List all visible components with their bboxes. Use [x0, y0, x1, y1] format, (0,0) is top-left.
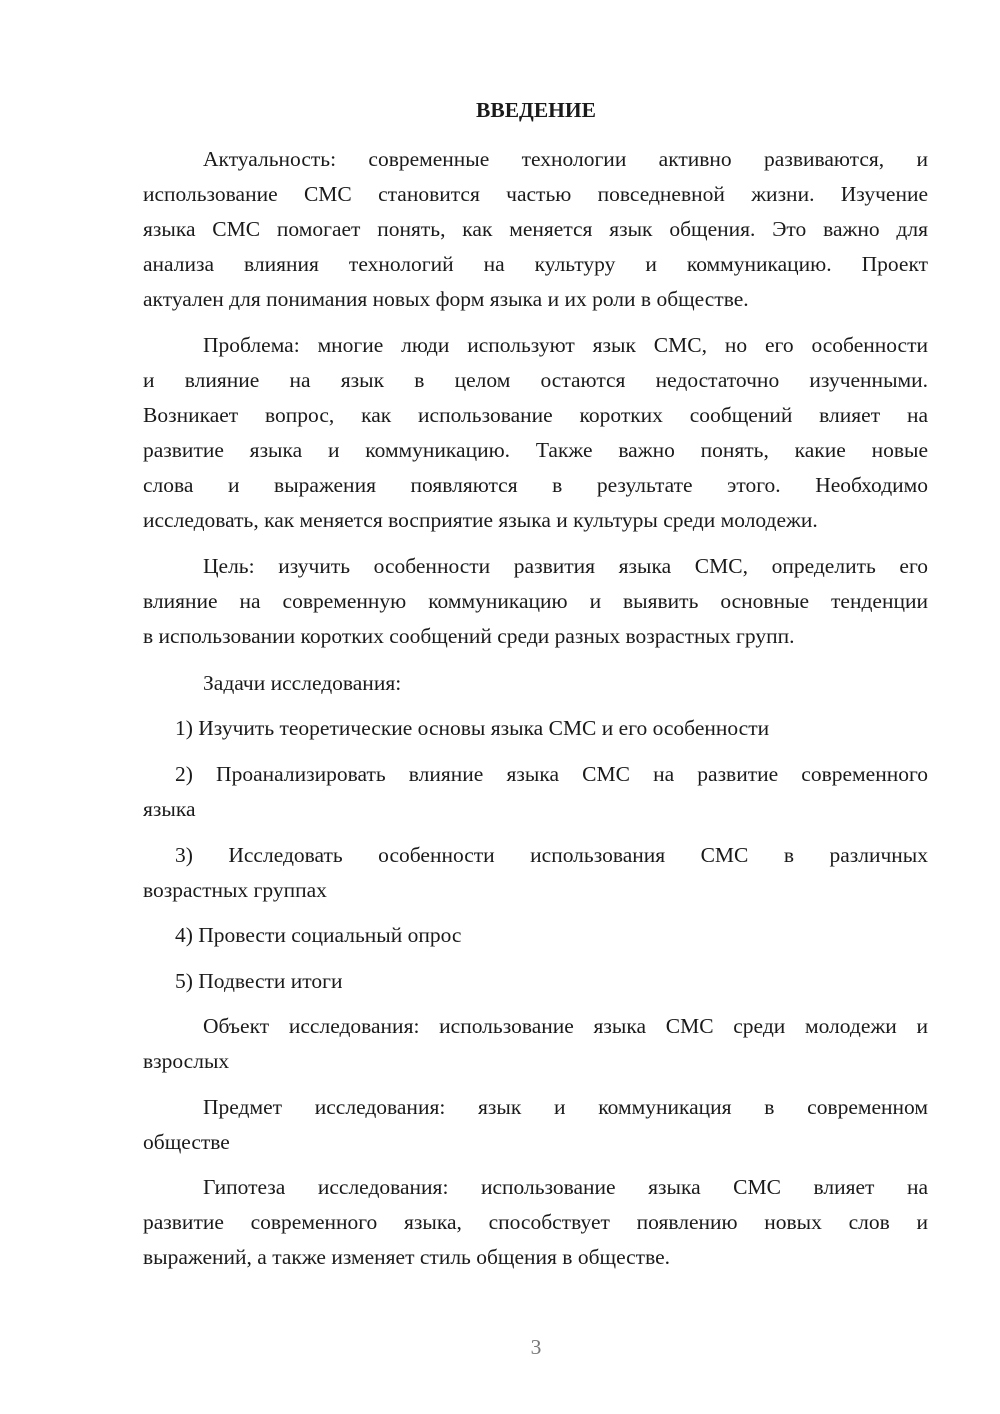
text-line: развитие современного языка, способствует появлению новых слов и [143, 1210, 928, 1234]
text-line: влияние на современную коммуникацию и выявить основные тенденции [143, 589, 928, 613]
text-line: 5) Подвести итоги [175, 969, 343, 993]
relevance-paragraph [143, 142, 928, 317]
text-line: использование СМС становится частью повседневной жизни. Изучение [143, 182, 928, 206]
tasks-heading [143, 666, 928, 701]
task-item-3 [143, 838, 928, 908]
text-line: Актуальность: современные технологии активно развиваются, и [203, 147, 928, 171]
text-line: Цель: изучить особенности развития языка СМС, определить его [203, 554, 928, 578]
task-item-2 [143, 757, 928, 827]
task-item-4 [143, 918, 928, 953]
text-line: 1) Изучить теоретические основы языка СМС и его особенности [175, 716, 770, 740]
object-paragraph [143, 1009, 928, 1079]
text-line: 2) Проанализировать влияние языка СМС на развитие современного [175, 762, 928, 786]
text-line: взрослых [143, 1049, 230, 1073]
text-line: Объект исследования: использование языка СМС среди молодежи и [203, 1014, 928, 1038]
text-line: обществе [143, 1130, 230, 1154]
goal-paragraph [143, 549, 928, 654]
problem-paragraph [143, 328, 928, 538]
text-line: развитие языка и коммуникацию. Также важно понять, какие новые [143, 438, 928, 462]
text-line: исследовать, как меняется восприятие языка и культуры среди молодежи. [143, 508, 818, 532]
text-line: Задачи исследования: [203, 671, 402, 695]
text-line: языка [143, 797, 196, 821]
text-line: анализа влияния технологий на культуру и коммуникацию. Проект [143, 252, 928, 276]
text-line: Проблема: многие люди используют язык СМС, но его особенности [203, 333, 928, 357]
page-number: 3 [530, 1335, 542, 1359]
text-line: Возникает вопрос, как использование коротких сообщений влияет на [143, 403, 928, 427]
text-line: 4) Провести социальный опрос [175, 923, 462, 947]
text-line: языка СМС помогает понять, как меняется язык общения. Это важно для [143, 217, 928, 241]
text-line: выражений, а также изменяет стиль общения в обществе. [143, 1245, 671, 1269]
text-line: 3) Исследовать особенности использования СМС в различных [175, 843, 928, 867]
text-line: возрастных группах [143, 878, 327, 902]
hypothesis-paragraph [143, 1170, 928, 1275]
task-item-1 [143, 711, 928, 746]
text-line: в использовании коротких сообщений среди разных возрастных групп. [143, 624, 795, 648]
text-line: слова и выражения появляются в результате этого. Необходимо [143, 473, 928, 497]
text-line: и влияние на язык в целом остаются недостаточно изученными. [143, 368, 928, 392]
subject-paragraph [143, 1090, 928, 1160]
text-line: Гипотеза исследования: использование языка СМС влияет на [203, 1175, 928, 1199]
task-item-5 [143, 964, 928, 999]
text-line: Предмет исследования: язык и коммуникация в современном [203, 1095, 928, 1119]
text-line: актуален для понимания новых форм языка и их роли в обществе. [143, 287, 749, 311]
section-title: ВВЕДЕНИЕ [476, 98, 596, 122]
